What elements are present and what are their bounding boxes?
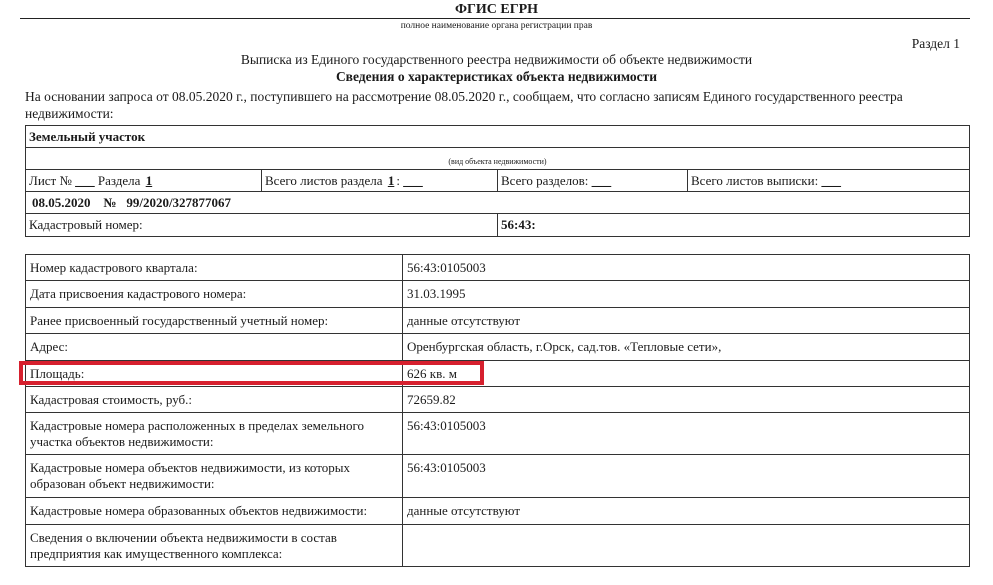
- row-value: Оренбургская область, г.Орск, сад.тов. «Тепловые сети»,: [403, 334, 970, 361]
- number-sign: №: [103, 194, 117, 210]
- row-label: Дата присвоения кадастрового номера:: [26, 281, 403, 308]
- table-row: [26, 413, 970, 455]
- extract-subtitle: Сведения о характеристиках объекта недвижимости: [335, 69, 658, 84]
- section-field-value: 1: [145, 172, 153, 188]
- total-section-sheets-value: 1: [387, 172, 395, 188]
- table-row: [26, 387, 970, 413]
- row-label: Ранее присвоенный государственный учетный номер:: [26, 308, 403, 334]
- extract-number: 99/2020/327877067: [126, 194, 232, 210]
- row-label: Адрес:: [26, 334, 403, 361]
- section-field-label: Раздела: [97, 172, 141, 188]
- sheet-label: Лист №: [29, 172, 72, 188]
- total-sections-label: Всего разделов:: [501, 172, 589, 188]
- table-row: [26, 281, 970, 308]
- row-value: [403, 525, 970, 567]
- area-value: 626 кв. м: [403, 361, 970, 387]
- intro-text-line2: недвижимости:: [25, 106, 114, 121]
- document-subtitle: полное наименование органа регистрации прав: [400, 21, 593, 31]
- row-label: Сведения о включении объекта недвижимости в состав предприятия как имущественного комплекса:: [26, 525, 403, 567]
- extract-date: 08.05.2020: [32, 194, 91, 210]
- cadastral-number-label: Кадастровый номер:: [26, 214, 498, 237]
- table-row: [26, 455, 970, 498]
- row-value: 56:43:0105003: [403, 413, 970, 455]
- total-extract-sheets-blank: ___: [821, 172, 841, 188]
- total-sections-cell: [498, 170, 688, 192]
- row-label: Кадастровые номера образованных объектов недвижимости:: [26, 498, 403, 525]
- row-value: 56:43:0105003: [403, 255, 970, 281]
- total-section-sheets-label: Всего листов раздела: [265, 172, 383, 188]
- extract-title: Выписка из Единого государственного реестра недвижимости об объекте недвижимости: [240, 52, 753, 67]
- row-label: Кадастровые номера объектов недвижимости, из которых образован объект недвижимости:: [26, 455, 403, 498]
- object-header-table: [25, 125, 970, 237]
- row-value: данные отсутствуют: [403, 498, 970, 525]
- object-type: Земельный участок: [26, 126, 970, 148]
- row-label: Номер кадастрового квартала:: [26, 255, 403, 281]
- object-type-caption: (вид объекта недвижимости): [26, 148, 970, 170]
- row-label: Кадастровая стоимость, руб.:: [26, 387, 403, 413]
- table-row: [26, 334, 970, 361]
- total-extract-sheets-cell: [688, 170, 970, 192]
- table-row: [26, 255, 970, 281]
- characteristics-table: [25, 254, 970, 567]
- area-label: Площадь:: [26, 361, 403, 387]
- intro-text-line1: На основании запроса от 08.05.2020 г., поступившего на рассмотрение 08.05.2020 г., сообщаем, что согласно записям Единого государственного реестра: [25, 89, 903, 104]
- row-label: Кадастровые номера расположенных в пределах земельного участка объектов недвижимости:: [26, 413, 403, 455]
- row-value: 31.03.1995: [403, 281, 970, 308]
- total-sections-blank: ___: [591, 172, 612, 188]
- sheet-number-cell: [26, 170, 262, 192]
- area-highlight-box: [19, 361, 484, 385]
- date-number-cell: [26, 192, 970, 214]
- cadastral-number-value: 56:43:: [498, 214, 970, 237]
- sheet-blank: ___: [75, 172, 95, 188]
- total-section-sheets-suffix: :: [396, 172, 400, 188]
- document-title: ФГИС ЕГРН: [454, 2, 539, 17]
- total-extract-sheets-label: Всего листов выписки:: [691, 172, 819, 188]
- total-section-sheets-cell: [262, 170, 498, 192]
- header-divider: [20, 18, 970, 19]
- table-row: [26, 525, 970, 567]
- row-value: данные отсутствуют: [403, 308, 970, 334]
- row-value: 56:43:0105003: [403, 455, 970, 498]
- section-label: Раздел 1: [911, 36, 960, 51]
- table-row: [26, 498, 970, 525]
- row-value: 72659.82: [403, 387, 970, 413]
- table-row: [26, 308, 970, 334]
- total-section-sheets-blank: ___: [403, 172, 423, 188]
